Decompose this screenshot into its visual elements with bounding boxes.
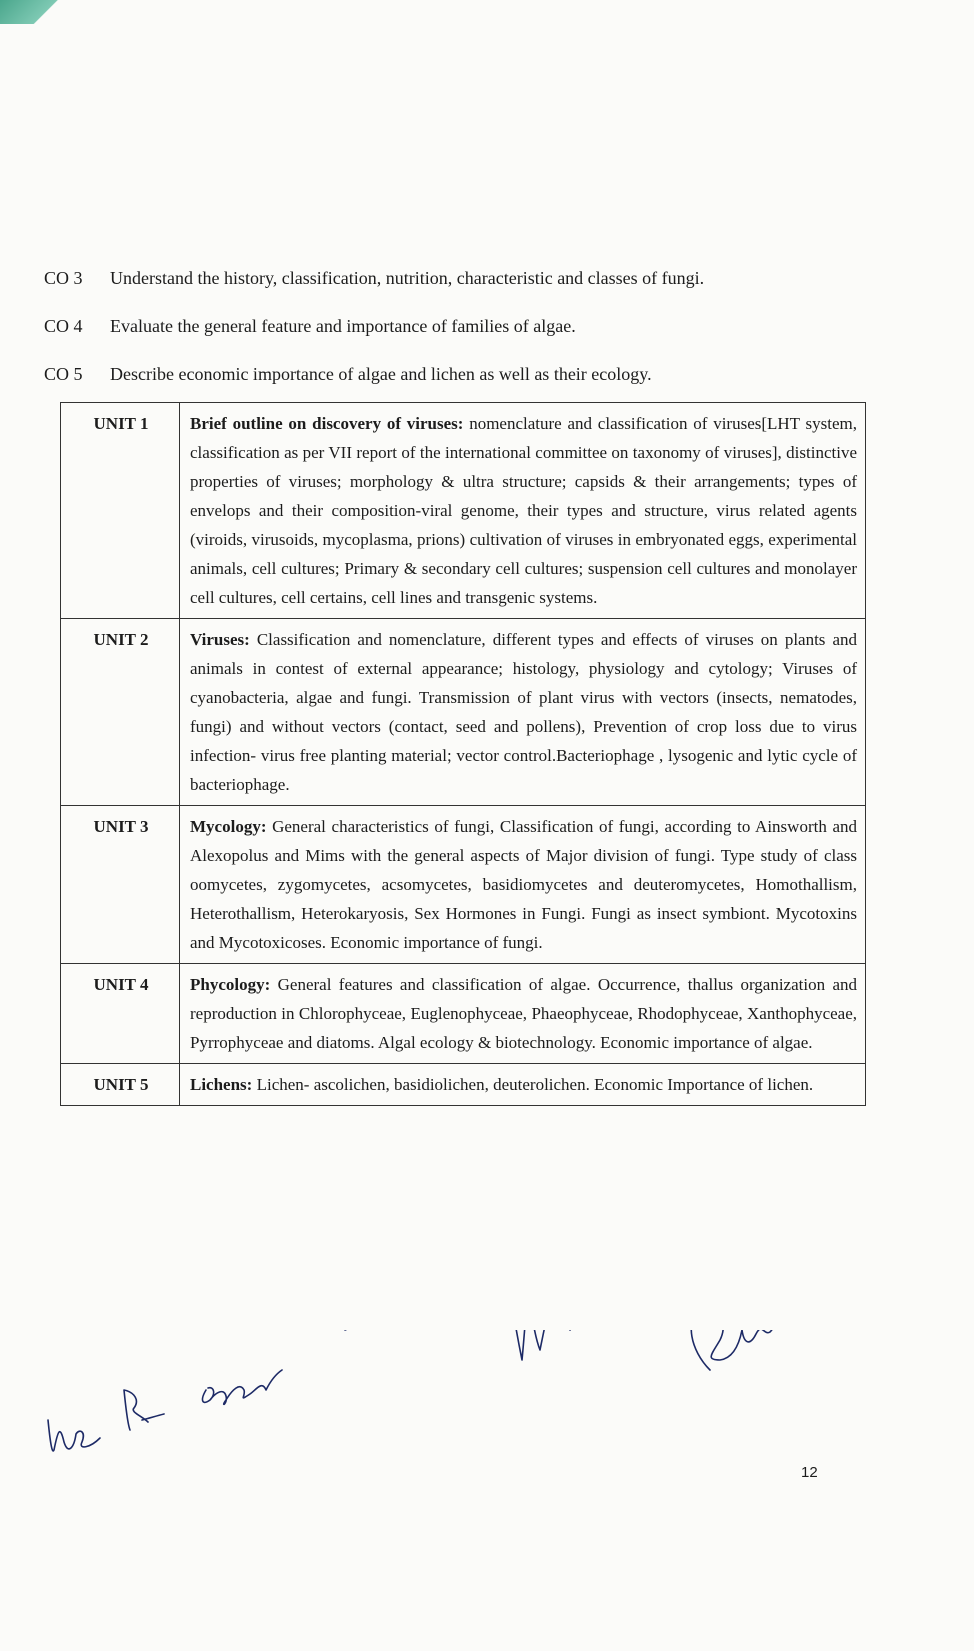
unit-topic: Mycology: (190, 817, 267, 836)
signature-2 (124, 1390, 164, 1430)
unit-content (180, 403, 866, 619)
table-row (61, 964, 866, 1064)
course-outcomes-list (44, 268, 844, 412)
table-row (61, 1064, 866, 1106)
course-outcome-code: CO 3 (44, 268, 83, 288)
unit-description: Lichen- ascolichen, basidiolichen, deuterolichen. Economic Importance of lichen. (252, 1075, 814, 1094)
table-row (61, 619, 866, 806)
table-row (61, 403, 866, 619)
signature-3 (203, 1370, 282, 1404)
unit-label: UNIT 3 (61, 806, 180, 964)
unit-description: Classification and nomenclature, different types and effects of viruses on plants and animals in contest of external appearance; histology, physiology and cytology; Viruses of cyanobacteria, algae and fungi. Transmission of plant virus with vectors (insects, nematodes, fungi) and without vectors (contact, seed and pollens), Prevention of crop loss due to virus infection- virus free planting material; vector control.Bacteriophage , lysogenic and lytic cycle of bacteriophage. (190, 630, 857, 794)
unit-topic: Lichens: (190, 1075, 253, 1094)
unit-label: UNIT 1 (61, 403, 180, 619)
course-outcome-code: CO 4 (44, 316, 83, 336)
unit-description: General characteristics of fungi, Classification of fungi, according to Ainsworth and Alexopolus and Mims with the general aspects of Major division of fungi. Type study of class oomycetes, zygomycetes, acsomycetes, basidiomycetes and deuteromycetes, Homothallism, Heterothallism, Heterokaryosis, Sex Hormones in Fungi. Fungi as insect symbiont. Mycotoxins and Mycotoxicoses. Economic importance of fungi. (190, 817, 857, 952)
unit-label: UNIT 2 (61, 619, 180, 806)
course-outcome-code: CO 5 (44, 364, 83, 384)
unit-content (180, 964, 866, 1064)
course-outcome-text: Understand the history, classification, nutrition, characteristic and classes of fungi. (110, 268, 705, 288)
course-outcome-text: Evaluate the general feature and importance of families of algae. (110, 316, 576, 336)
unit-content (180, 619, 866, 806)
unit-topic: Viruses: (190, 630, 250, 649)
syllabus-table (60, 402, 866, 1106)
page-number: 12 (801, 1464, 818, 1481)
signature-5 (508, 1330, 603, 1360)
unit-description: General features and classification of algae. Occurrence, thallus organization and reproduction in Chlorophyceae, Euglenophyceae, Phaeophyceae, Rhodophyceae, Xanthophyceae, Pyrrophyceae and diatoms. Algal ecology & biotechnology. Economic importance of algae. (190, 975, 857, 1052)
unit-topic: Brief outline on discovery of viruses: (190, 414, 464, 433)
course-outcome-item (44, 316, 844, 364)
signatures (30, 1330, 930, 1530)
course-outcome-text: Describe economic importance of algae and lichen as well as their ecology. (110, 364, 652, 384)
table-row (61, 806, 866, 964)
signature-1 (48, 1420, 100, 1451)
unit-label: UNIT 5 (61, 1064, 180, 1106)
signature-6 (691, 1330, 810, 1370)
unit-label: UNIT 4 (61, 964, 180, 1064)
corner-mark (0, 0, 80, 24)
unit-description: nomenclature and classification of viruses[LHT system, classification as per VII report of the international committee on taxonomy of viruses], distinctive properties of viruses; morphology & ultra structure; capsids & their arrangements; types of envelops and their composition-viral genome, their types and structure, virus related agents (viroids, virusoids, mycoplasma, prions) cultivation of viruses in embryonated eggs, experimental animals, cell cultures; Primary & secondary cell cultures; suspension cell cultures and monolayer cell cultures, cell certains, cell lines and transgenic systems. (190, 414, 857, 607)
unit-content (180, 1064, 866, 1106)
course-outcome-item (44, 268, 844, 316)
unit-content (180, 806, 866, 964)
unit-topic: Phycology: (190, 975, 271, 994)
